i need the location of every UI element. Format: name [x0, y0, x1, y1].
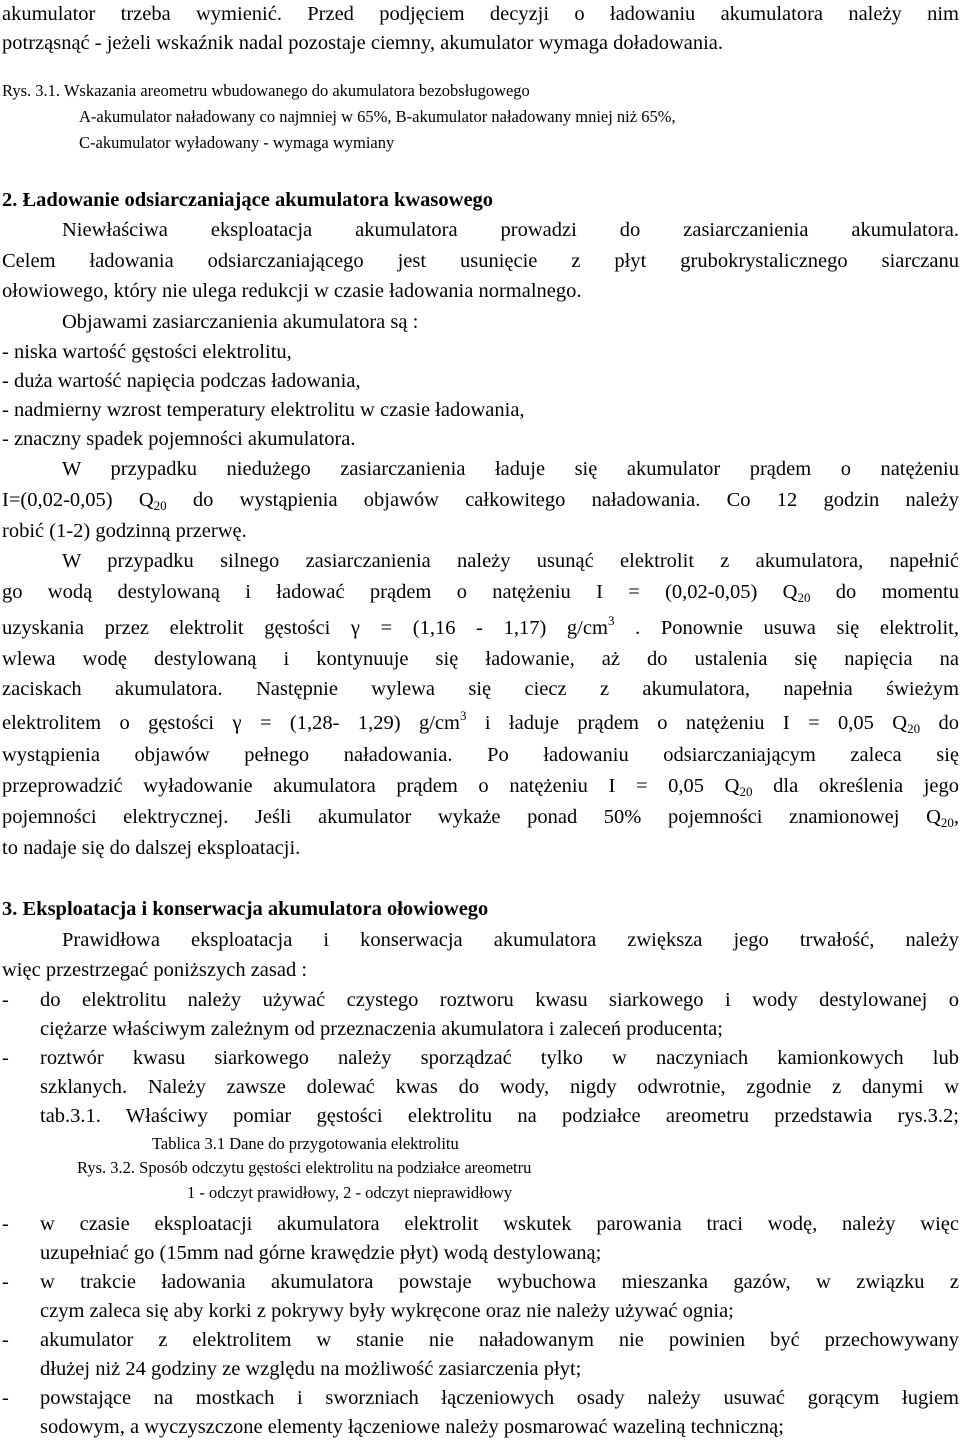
table-caption: Tablica 3.1 Dane do przygotowania elektrolitu: [152, 1134, 459, 1153]
figure-caption-line: A-akumulator naładowany co najmniej w 65%, B-akumulator naładowany mniej niż 65%,: [79, 107, 676, 126]
paragraph-line: wystąpienia objawów pełnego naładowania. Po ładowaniu odsiarczaniającym zaleca się: [2, 744, 959, 766]
paragraph-line: Niewłaściwa eksploatacja akumulatora prowadzi do zasiarczanienia akumulatora.: [62, 219, 959, 241]
list-item: - duża wartość napięcia podczas ładowania,: [2, 370, 361, 392]
figure-caption-line: 1 - odczyt prawidłowy, 2 - odczyt nieprawidłowy: [187, 1183, 513, 1202]
paragraph-line: pojemności elektrycznej. Jeśli akumulator wykaże ponad 50% pojemności znamionowej $Q_{20}$,: [2, 806, 959, 830]
paragraph-line: zaciskach akumulatora. Następnie wylewa się ciecz z akumulatora, napełnia świeżym: [2, 678, 959, 700]
list-item: - nadmierny wzrost temperatury elektrolitu w czasie ładowania,: [2, 399, 525, 421]
paragraph-line: ołowiowego, który nie ulega redukcji w czasie ładowania normalnego.: [2, 280, 582, 302]
list-item-continuation: dłużej niż 24 godziny ze względu na możliwość zasiarczenia płyt;: [40, 1358, 582, 1380]
list-item-continuation: uzupełniać go (15mm nad górne krawędzie płyt) wodą destylowaną;: [40, 1242, 602, 1264]
paragraph-line: elektrolitem o gęstości γ = (1,28- 1,29) $g/cm^3$ i ładuje prądem o natężeniu I = 0,05 $Q_{20}$ do: [2, 708, 960, 736]
symptoms-intro: Objawami zasiarczanienia akumulatora są :: [62, 311, 419, 333]
paragraph-line: więc przestrzegać poniższych zasad :: [2, 959, 308, 981]
paragraph-line: go wodą destylowaną i ładować prądem o natężeniu I = (0,02-0,05) $Q_{20}$ do momentu: [2, 581, 960, 605]
paragraph-line: W przypadku silnego zasiarczanienia należy usunąć elektrolit z akumulatora, napełnić: [62, 550, 959, 572]
paragraph-line: wlewa wodę destylowaną i kontynuuje się ładowanie, aż do ustalenia się napięcia na: [2, 648, 959, 670]
section-heading: 3. Eksploatacja i konserwacja akumulatora ołowiowego: [2, 898, 489, 920]
intro-line: potrząsnąć - jeżeli wskaźnik nadal pozostaje ciemny, akumulator wymaga doładowania.: [2, 32, 724, 54]
paragraph-line: I=(0,02-0,05) $Q_{20}$ do wystąpienia objawów całkowitego naładowania. Co 12 godzin należy: [2, 489, 959, 513]
list-item-continuation: sodowym, a wyczyszczone elementy łączeniowe należy posmarować wazeliną techniczną;: [40, 1416, 784, 1438]
list-item: - niska wartość gęstości elektrolitu,: [2, 341, 292, 363]
paragraph-line: to nadaje się do dalszej eksploatacji.: [2, 837, 301, 859]
intro-line: akumulator trzeba wymienić. Przed podjęciem decyzji o ładowaniu akumulatora należy nim: [2, 3, 959, 25]
paragraph-line: Celem ładowania odsiarczaniającego jest usunięcie z płyt grubokrystalicznego siarczanu: [2, 250, 959, 272]
paragraph-line: uzyskania przez elektrolit gęstości γ = (1,16 - 1,17) $g/cm^3$ . Ponownie usuwa się elektrolit,: [2, 613, 960, 639]
figure-caption-rys-3-2: Rys. 3.2. Sposób odczytu gęstości elektrolitu na podziałce areometru: [77, 1158, 532, 1177]
paragraph-line: Prawidłowa eksploatacja i konserwacja akumulatora zwiększa jego trwałość, należy: [62, 929, 959, 951]
figure-caption-line: C-akumulator wyładowany - wymaga wymiany: [79, 133, 395, 152]
list-item-continuation: szklanych. Należy zawsze dolewać kwas do wody, nigdy odwrotnie, zgodnie z danymi w: [40, 1076, 959, 1098]
list-item-continuation: tab.3.1. Właściwy pomiar gęstości elektrolitu na podziałce areometru przedstawia rys.3.2;: [40, 1105, 959, 1127]
section-heading: 2. Ładowanie odsiarczaniające akumulatora kwasowego: [2, 189, 494, 211]
paragraph-line: przeprowadzić wyładowanie akumulatora prądem o natężeniu I = 0,05 $Q_{20}$ dla określenia jego: [2, 775, 959, 799]
paragraph-line: robić (1-2) godzinną przerwę.: [2, 520, 247, 542]
paragraph-line: W przypadku niedużego zasiarczanienia ładuje się akumulator prądem o natężeniu: [62, 458, 959, 480]
list-item-continuation: czym zaleca się aby korki z pokrywy były wykręcone oraz nie należy używać ognia;: [40, 1300, 734, 1322]
figure-caption-rys-3-1: Rys. 3.1. Wskazania areometru wbudowanego do akumulatora bezobsługowego: [2, 81, 530, 100]
list-item: - znaczny spadek pojemności akumulatora.: [2, 428, 356, 450]
list-item-continuation: ciężarze właściwym zależnym od przeznaczenia akumulatora i zaleceń producenta;: [40, 1018, 723, 1040]
